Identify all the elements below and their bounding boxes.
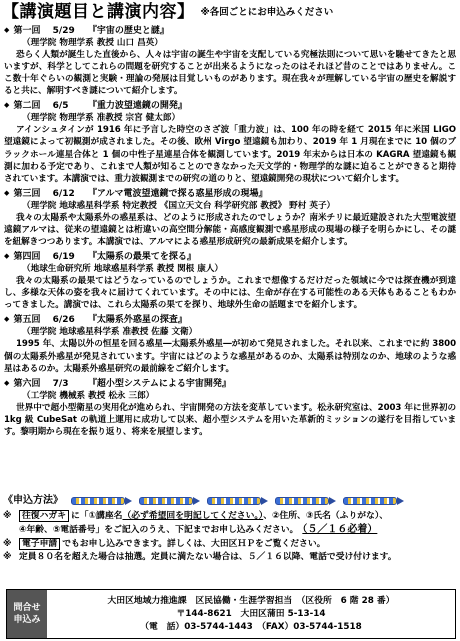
application-heading-row [3,495,411,507]
note-bullet: ※ [3,511,12,521]
lecture-speaker: （地球生命研究所 地球惑星科学系 教授 関根 康人） [22,264,224,275]
electronic-application-label: 電子申請 [19,538,60,550]
diamond-icon: ◆ [4,378,10,387]
lecture-title: 『アルマ電波望遠鏡で探る惑星形成の現場』 [87,188,268,199]
diamond-icon: ◆ [4,252,10,261]
note-bullet [3,523,19,537]
application-row [3,551,457,564]
lecture-heading [4,24,456,37]
lecture-speaker: （工学院 機械系 教授 松永 三郎） [22,390,155,401]
lecture-description: 世界中で超小型衛星の実用化が進められ、宇宙開発の方法を変革しています。松永研究室は、2003 年に世界初の 1kg 級 CubeSat の軌道上運用に成功して以来、超小型システムを用いた革新的ミッションの遂行を目指しています。黎明期から現在を振り返り、将来を展望します。 [4,402,456,437]
diamond-icon: ◆ [4,101,10,110]
note-bullet: ※ [3,538,12,549]
contact-department: 大田区地域力推進課 区民協働・生涯学習担当 （区役所 6 階 28 番） [107,596,395,606]
note-bullet: ※ [3,551,12,562]
lecture-number: 第六回 [13,378,41,389]
lecture-number: 第二回 [13,101,41,112]
lecture-date: 6/19 [52,252,75,263]
application-emphasis: （必ず希望回を明記してください。） [122,511,264,521]
lecture-item [4,377,456,438]
application-heading: 《申込方法》 [3,495,63,506]
lecture-heading [4,99,456,112]
lecture-heading [4,377,456,390]
lecture-date: 6/26 [52,315,75,326]
header-note: ※各回ごとにお申込みください [200,7,334,18]
lecture-number: 第一回 [13,26,41,36]
lecture-title: 『重力波望遠鏡の開発』 [87,101,187,112]
lecture-item [4,313,456,374]
page-title: 【講演題目と講演内容】 [2,2,195,22]
lecture-number: 第三回 [13,188,41,199]
lecture-date: 6/12 [52,188,75,199]
lecture-speaker: （理学院 物理学系 准教授 宗宮 健太郎） [22,113,181,124]
contact-address: 〒144-8621 大田区蒲田 5-13-14 [176,609,326,619]
lecture-speaker: （理学院 物理学系 教授 山口 昌英） [22,38,163,48]
lecture-item [4,187,456,248]
lecture-heading [4,187,456,200]
application-text: ④年齢、⑤電話番号」をご記入のうえ、下記までお申し込みください。 [19,525,299,536]
lecture-description: 1995 年、太陽以外の恒星を回る惑星―太陽系外惑星―が初めて発見されました。それ以来、これまでに約 3800 個の太陽系外惑星が発見されています。宇宙にはどのような惑星があるのか、太陽系は特別なのか、地球のような惑星はあるのか。太陽系外惑星研究の最前線をご紹介します。 [4,339,456,374]
ribbon-segment-icon [207,497,261,505]
lecture-description: 我々の太陽系の最果てはどうなっているのでしょうか。これまで想像するだけだった領域に今では探査機が到達し、多様な天体の姿を我々に届けてくれています。その中には、生命が存在する可能性のある天体もあることもわかってきました。講演では、これら太陽系の果てを探り、地球外生命の話題までを紹介します。 [4,276,456,311]
lecture-title: 『太陽系の最果てを探る』 [87,252,196,263]
lecture-number: 第五回 [13,315,41,326]
ribbon-segment-icon [71,497,125,505]
ribbon-segment-icon [139,497,193,505]
application-text: 定員８０名を超えた場合は抽選。定員に満たない場合は、５／１６以降、電話で受け付けます。 [19,551,397,562]
application-row [3,510,457,523]
ribbon-segment-icon [275,497,329,505]
lecture-title: 『宇宙の歴史と謎』 [87,26,169,36]
contact-box [6,589,456,639]
application-row [3,523,457,537]
lecture-description: 我々の太陽系や太陽系外の惑星系は、どのように形成されたのでしょうか？南米チリに最近建設された大型電波望遠鏡アルマは、従来の望遠鏡とは桁違いの高空間分解能・高感度観測で惑星形成の現場の様子を明らかにし、その謎を紐解きつつあります。本講演では、アルマによる惑星形成研究の最新成果を紹介します。 [4,212,456,248]
ribbon-segment-icon [343,497,397,505]
contact-phone-fax: （電 話）03-5744-1443 （FAX）03-5744-1518 [140,622,362,632]
lecture-heading [4,250,456,263]
lecture-item [4,99,456,184]
application-text: でもお申し込みできます。詳しくは、大田区ＨＰをご覧ください。 [62,538,326,549]
lecture-description: 恐らく人類が誕生した直後から、人々は宇宙の誕生や宇宙を支配している究極法則について思いを馳せてきたと思いますが、科学としてこれらの問題を研究することが出来るようになったのはそれほど昔のことではありません。ここ数十年ぐらいの観測と実験・理論の発展は目覚しいものがあります。現在我々が理解している宇宙の歴史を解説すると共に、解明すべき謎について紹介します。 [4,50,456,97]
lecture-item [4,24,456,97]
diamond-icon: ◆ [4,315,10,324]
application-text: 、②住所、③氏名（ふりがな）、 [263,511,389,521]
lecture-date: 7/3 [52,378,69,389]
contact-label-line: 問合せ [13,603,41,613]
lecture-heading [4,313,456,326]
deadline-text: （５／１６必着） [302,524,378,536]
contact-label-line: 申込み [13,615,41,625]
lecture-date: 5/29 [52,26,75,36]
lecture-description: アインシュタインが 1916 年に予言した時空のさざ波「重力波」は、100 年の時を経て 2015 年に米国 LIGO 望遠鏡によって初観測が成されました。その後、欧州 Virgo 望遠鏡も加わり、2019 年 1 月現在までに 10 個のブラックホール連星合体と 1 個の中性子星連星合体を観測しています。2019 年末からは日本の KAGRA 望遠鏡も観測に加わる予定であり、これまで人類が知ることのできなかった天文学的・物理学的な謎に迫ることができると期待されています。本講演では、重力波観測までの研究の道のりと、望遠鏡開発の現状について紹介します。 [4,125,456,184]
application-row [3,538,457,551]
lecture-title: 『太陽系外惑星の探査』 [87,315,187,326]
lecture-date: 6/5 [52,101,69,112]
contact-label [7,590,47,638]
application-text: に「①講座名 [71,511,123,521]
lecture-speaker: （理学院 地球惑星科学系 准教授 佐藤 文衛） [22,327,198,338]
diamond-icon: ◆ [4,188,10,197]
postcard-label: 往復ハガキ [19,510,69,522]
application-section [3,510,457,564]
decorative-ribbon [71,497,411,505]
diamond-icon: ◆ [4,26,10,34]
contact-info [47,590,455,638]
lecture-list [4,24,456,440]
lecture-speaker: （理学院 地球惑星科学系 特定教授 《国立天文台 科学研究部 教授》 野村 英子） [22,200,336,211]
lecture-number: 第四回 [13,252,41,263]
page-header [0,0,460,22]
lecture-item [4,250,456,311]
lecture-title: 『超小型システムによる宇宙開発』 [87,378,231,389]
